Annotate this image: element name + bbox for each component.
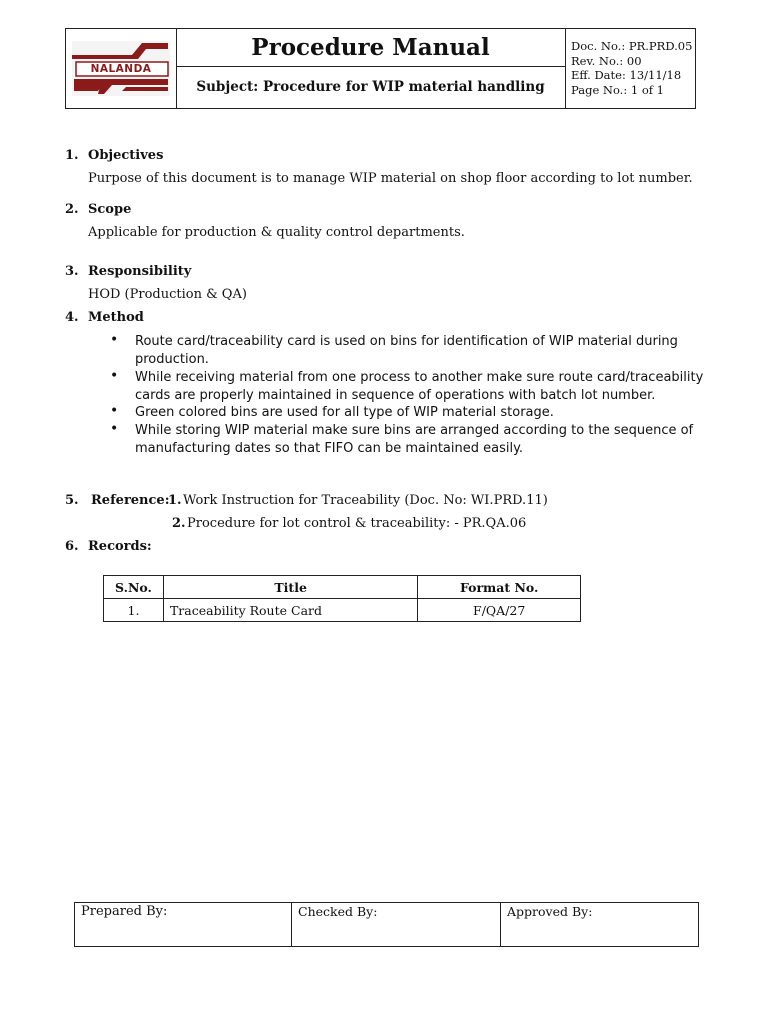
section-title-responsibility: Responsibility xyxy=(88,264,192,279)
objectives-text: Purpose of this document is to manage WIP material on shop floor according to lot number. xyxy=(88,171,693,186)
page-number: Page No.: 1 of 1 xyxy=(571,82,664,97)
page-title: Procedure Manual xyxy=(176,29,565,67)
reference-text-1: Work Instruction for Traceability (Doc. No: WI.PRD.11) xyxy=(183,493,548,508)
bullet-icon: • xyxy=(110,403,119,419)
section-number-reference: 5. xyxy=(65,493,79,508)
method-bullet-2: While receiving material from one process to another make sure route card/traceability cards are properly maintained in sequence of operations with batch lot number. xyxy=(135,370,704,403)
column-header-sno: S.No. xyxy=(104,576,164,599)
checked-by-label: Checked By: xyxy=(292,903,501,946)
reference-text-2: Procedure for lot control & traceability: - PR.QA.06 xyxy=(187,516,527,531)
scope-text: Applicable for production & quality control departments. xyxy=(88,225,465,240)
section-title-method: Method xyxy=(88,310,144,325)
title-cell xyxy=(176,29,566,108)
bullet-icon: • xyxy=(110,421,119,437)
document-header xyxy=(65,28,696,109)
revision-number: Rev. No.: 00 xyxy=(571,53,642,68)
prepared-by-label: Prepared By: xyxy=(75,903,292,946)
doc-meta xyxy=(571,39,692,97)
method-bullet-3: Green colored bins are used for all type of WIP material storage. xyxy=(135,405,554,420)
section-number-objectives: 1. xyxy=(65,148,79,163)
section-title-objectives: Objectives xyxy=(88,148,164,163)
section-number-method: 4. xyxy=(65,310,79,325)
section-title-records: Records: xyxy=(88,539,152,554)
approved-by-label: Approved By: xyxy=(507,904,593,919)
method-bullet-1: Route card/traceability card is used on bins for identification of WIP material during production. xyxy=(135,334,678,367)
method-bullet-4: While storing WIP material make sure bins are arranged according to the sequence of manufacturing dates so that FIFO can be maintained easily. xyxy=(135,423,694,456)
section-title-reference: Reference: xyxy=(91,493,170,508)
effective-date: Eff. Date: 13/11/18 xyxy=(571,68,682,82)
bullet-icon: • xyxy=(110,332,119,348)
column-header-format: Format No. xyxy=(418,576,581,599)
reference-number-1: 1. xyxy=(168,493,182,508)
logo-cell xyxy=(66,29,177,108)
table-header-row xyxy=(104,576,581,599)
cell-sno: 1. xyxy=(104,599,164,622)
subject-line: Subject: Procedure for WIP material handling xyxy=(196,79,545,95)
bullet-icon: • xyxy=(110,368,119,384)
reference-number-2: 2. xyxy=(172,516,186,531)
records-table xyxy=(103,575,581,622)
doc-number: Doc. No.: PR.PRD.05 xyxy=(571,39,693,53)
section-number-scope: 2. xyxy=(65,202,79,217)
section-title-scope: Scope xyxy=(88,202,132,217)
cell-format: F/QA/27 xyxy=(418,599,581,622)
column-header-title: Title xyxy=(163,576,417,599)
logo-text: NALANDA xyxy=(90,63,152,75)
section-number-responsibility: 3. xyxy=(65,264,79,279)
signoff-table xyxy=(74,902,699,947)
section-number-records: 6. xyxy=(65,539,79,554)
cell-title: Traceability Route Card xyxy=(163,599,417,622)
responsibility-text: HOD (Production & QA) xyxy=(88,287,247,302)
table-row xyxy=(104,599,581,622)
